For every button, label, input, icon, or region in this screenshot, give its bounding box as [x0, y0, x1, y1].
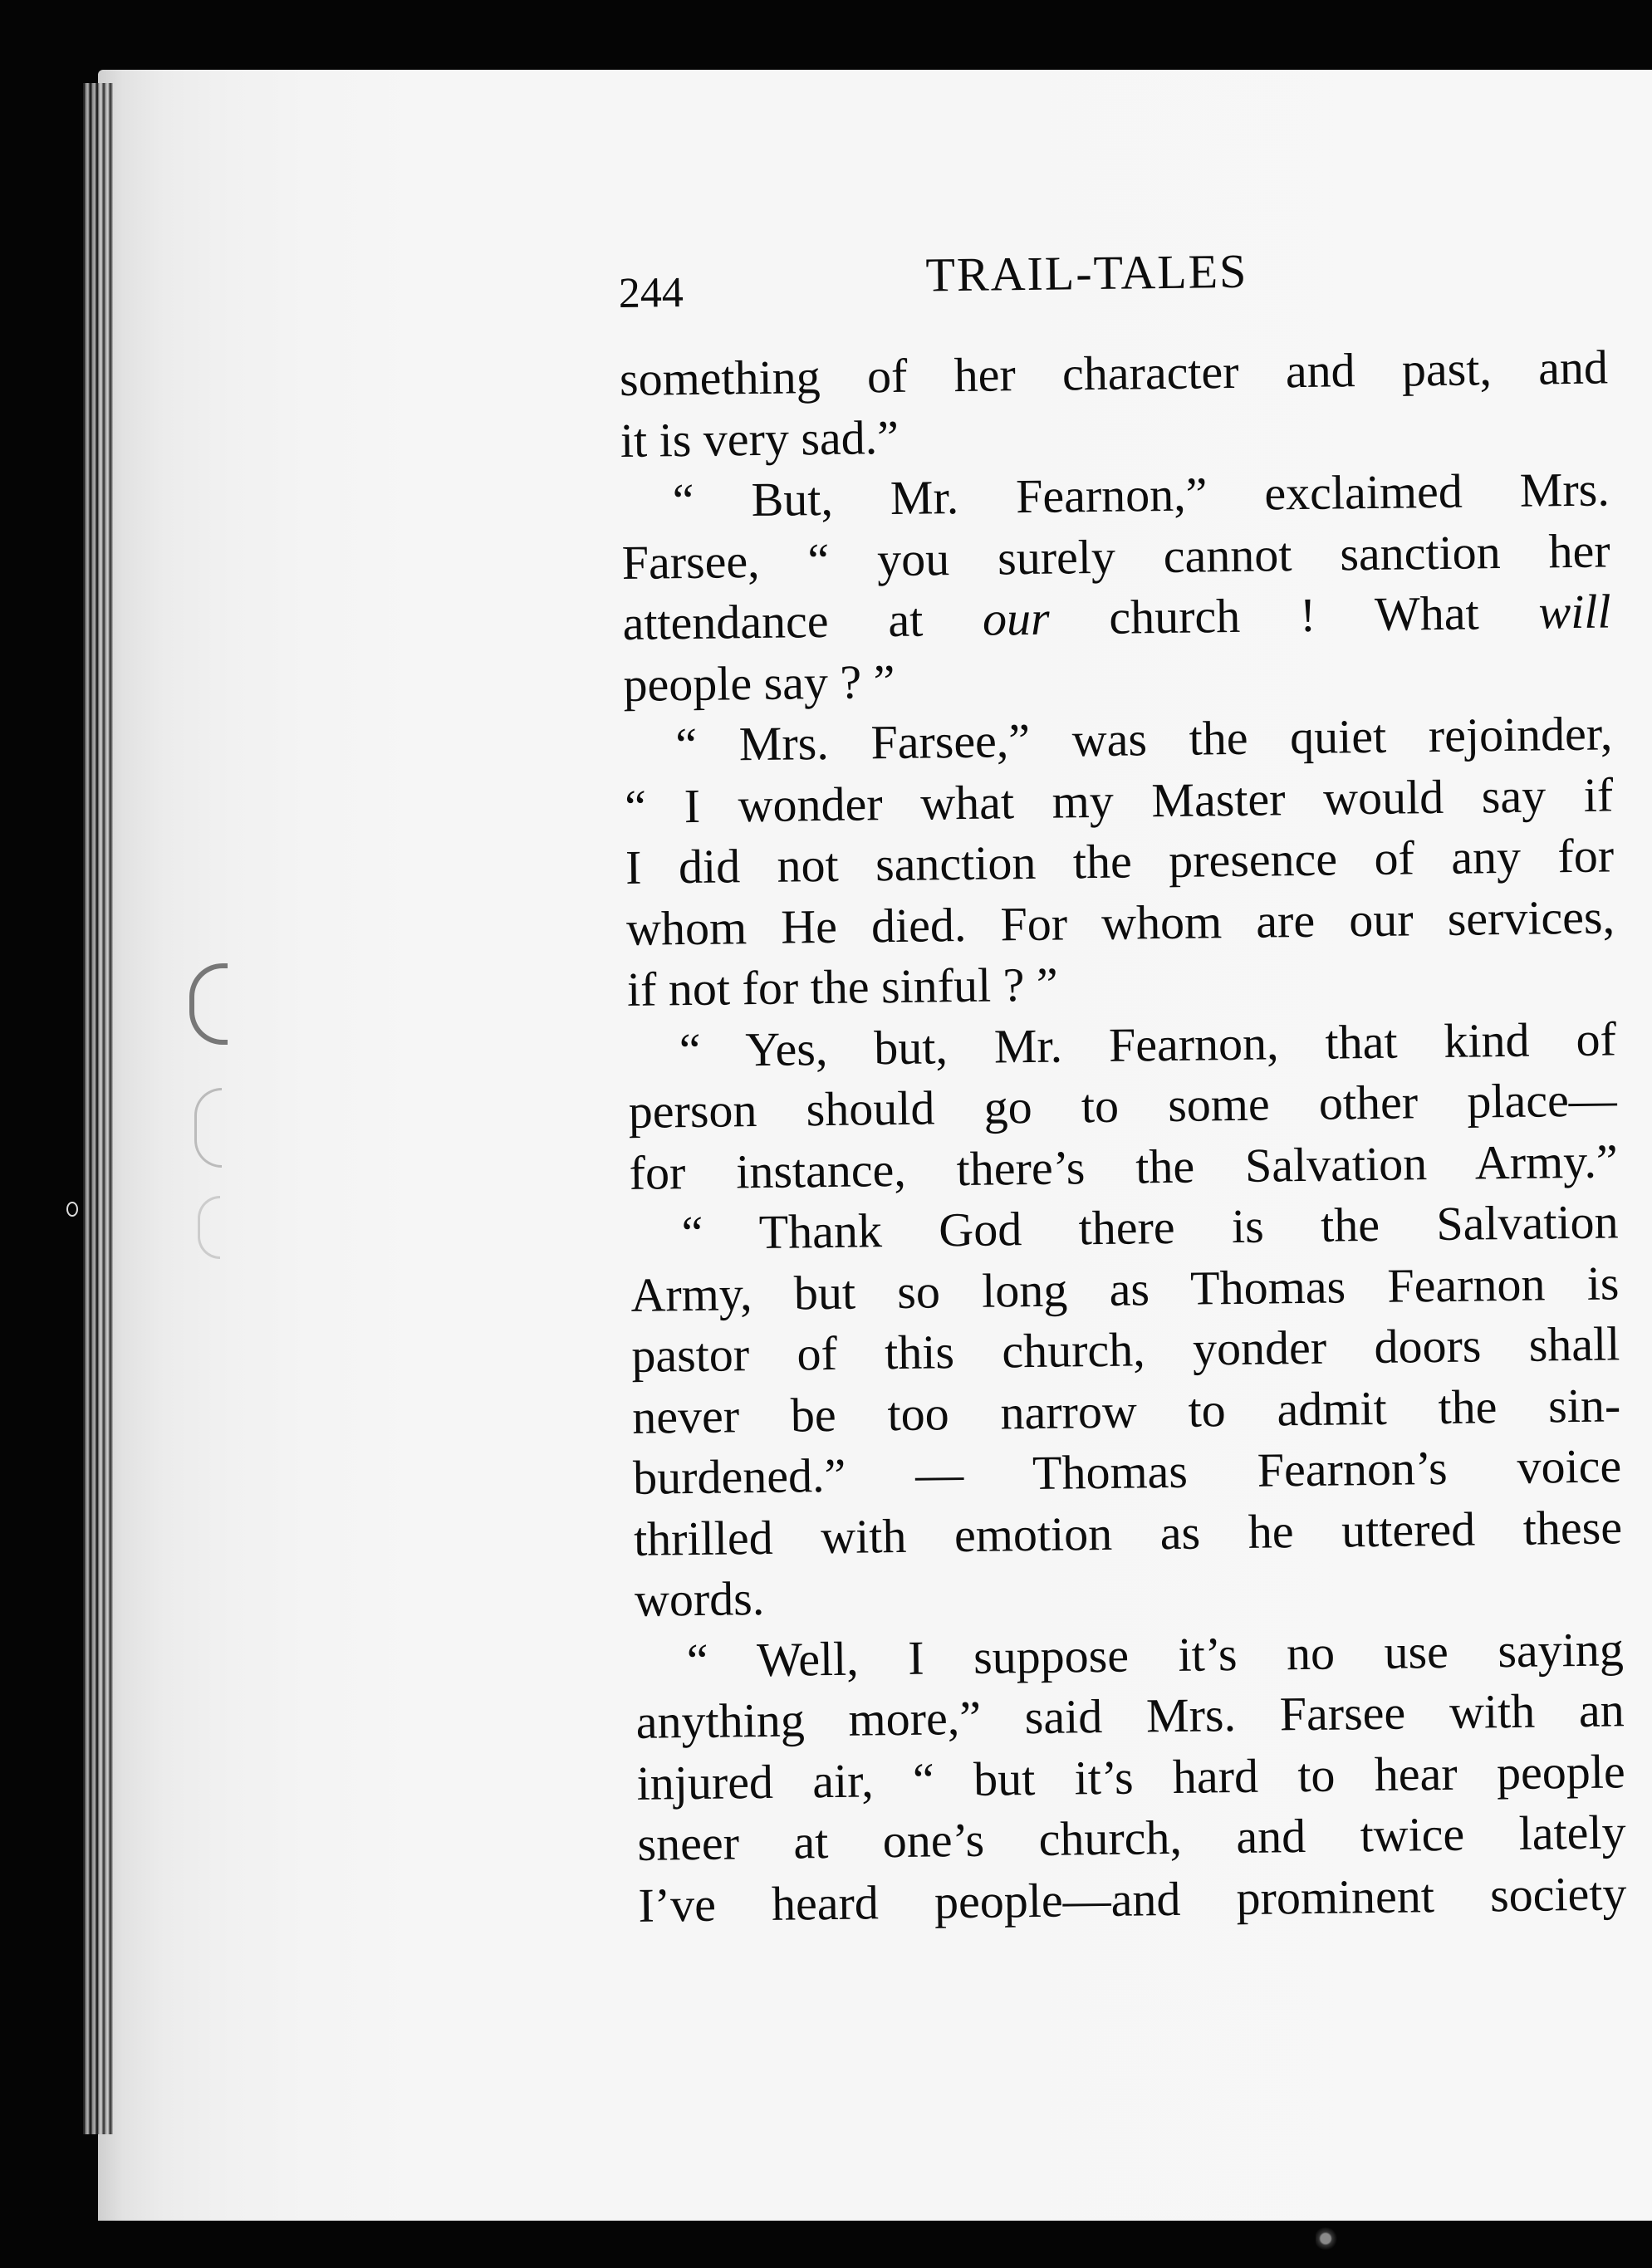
text-line: for instance, there’s the Salvation Army.” [629, 1133, 1618, 1200]
text-segment: church ! What [1049, 585, 1539, 645]
text-line: words. [634, 1570, 765, 1627]
scan-speck [1316, 2227, 1341, 2256]
text-line-italic [622, 580, 1611, 654]
text-line: thrilled with emotion as he uttered these [633, 1499, 1623, 1566]
text-line: Army, but so long as Thomas Fearnon is [630, 1255, 1620, 1322]
text-line: “ Mrs. Farsee,” was the quiet rejoinder, [674, 706, 1613, 772]
page-edge-stack [83, 83, 113, 2134]
text-line: anything more,” said Mrs. Farsee with an [635, 1683, 1625, 1749]
text-line: never be too narrow to admit the sin- [631, 1377, 1621, 1444]
italic-word: our [982, 590, 1050, 646]
gutter-mark [189, 963, 228, 1045]
text-line: “ I wonder what my Master would say if [624, 767, 1614, 834]
text-line: “ Thank God there is the Salvation [681, 1194, 1619, 1261]
text-line: “ Yes, but, Mr. Fearnon, that kind of [679, 1011, 1617, 1077]
binding-hole [66, 1202, 78, 1217]
text-line: “ Well, I suppose it’s no use saying [686, 1621, 1625, 1688]
text-line: injured air, “ but it’s hard to hear people [636, 1743, 1625, 1810]
text-line: “ But, Mr. Fearnon,” exclaimed Mrs. [672, 462, 1610, 528]
text-line: Farsee, “ you surely cannot sanction her [621, 522, 1611, 590]
text-line: I did not sanction the presence of any for [625, 828, 1615, 894]
running-head [618, 230, 1607, 326]
text-line: if not for the sinful ? ” [626, 957, 1058, 1016]
text-line: people say ? ” [623, 654, 895, 712]
gutter-mark [198, 1196, 220, 1259]
body-text [620, 336, 1627, 1935]
text-line: person should go to some other place— [628, 1072, 1618, 1139]
text-line: it is very sad.” [620, 409, 900, 468]
running-title: TRAIL-TALES [925, 243, 1248, 302]
text-segment: attendance at [622, 591, 983, 650]
gutter-mark [194, 1088, 222, 1168]
text-line: pastor of this church, yonder doors shall [630, 1316, 1620, 1383]
text-line: I’ve heard people—and prominent society [638, 1865, 1627, 1932]
text-line: burdened.” — Thomas Fearnon’s voice [632, 1438, 1622, 1505]
gutter-marks [189, 963, 248, 1262]
text-line: whom He died. For whom are our services, [625, 889, 1615, 956]
text-line: sneer at one’s church, and twice lately [637, 1805, 1626, 1871]
text-line: something of her character and past, and [619, 340, 1609, 406]
page-text [618, 230, 1627, 1935]
italic-word: will [1538, 584, 1611, 639]
page-number: 244 [618, 269, 684, 317]
